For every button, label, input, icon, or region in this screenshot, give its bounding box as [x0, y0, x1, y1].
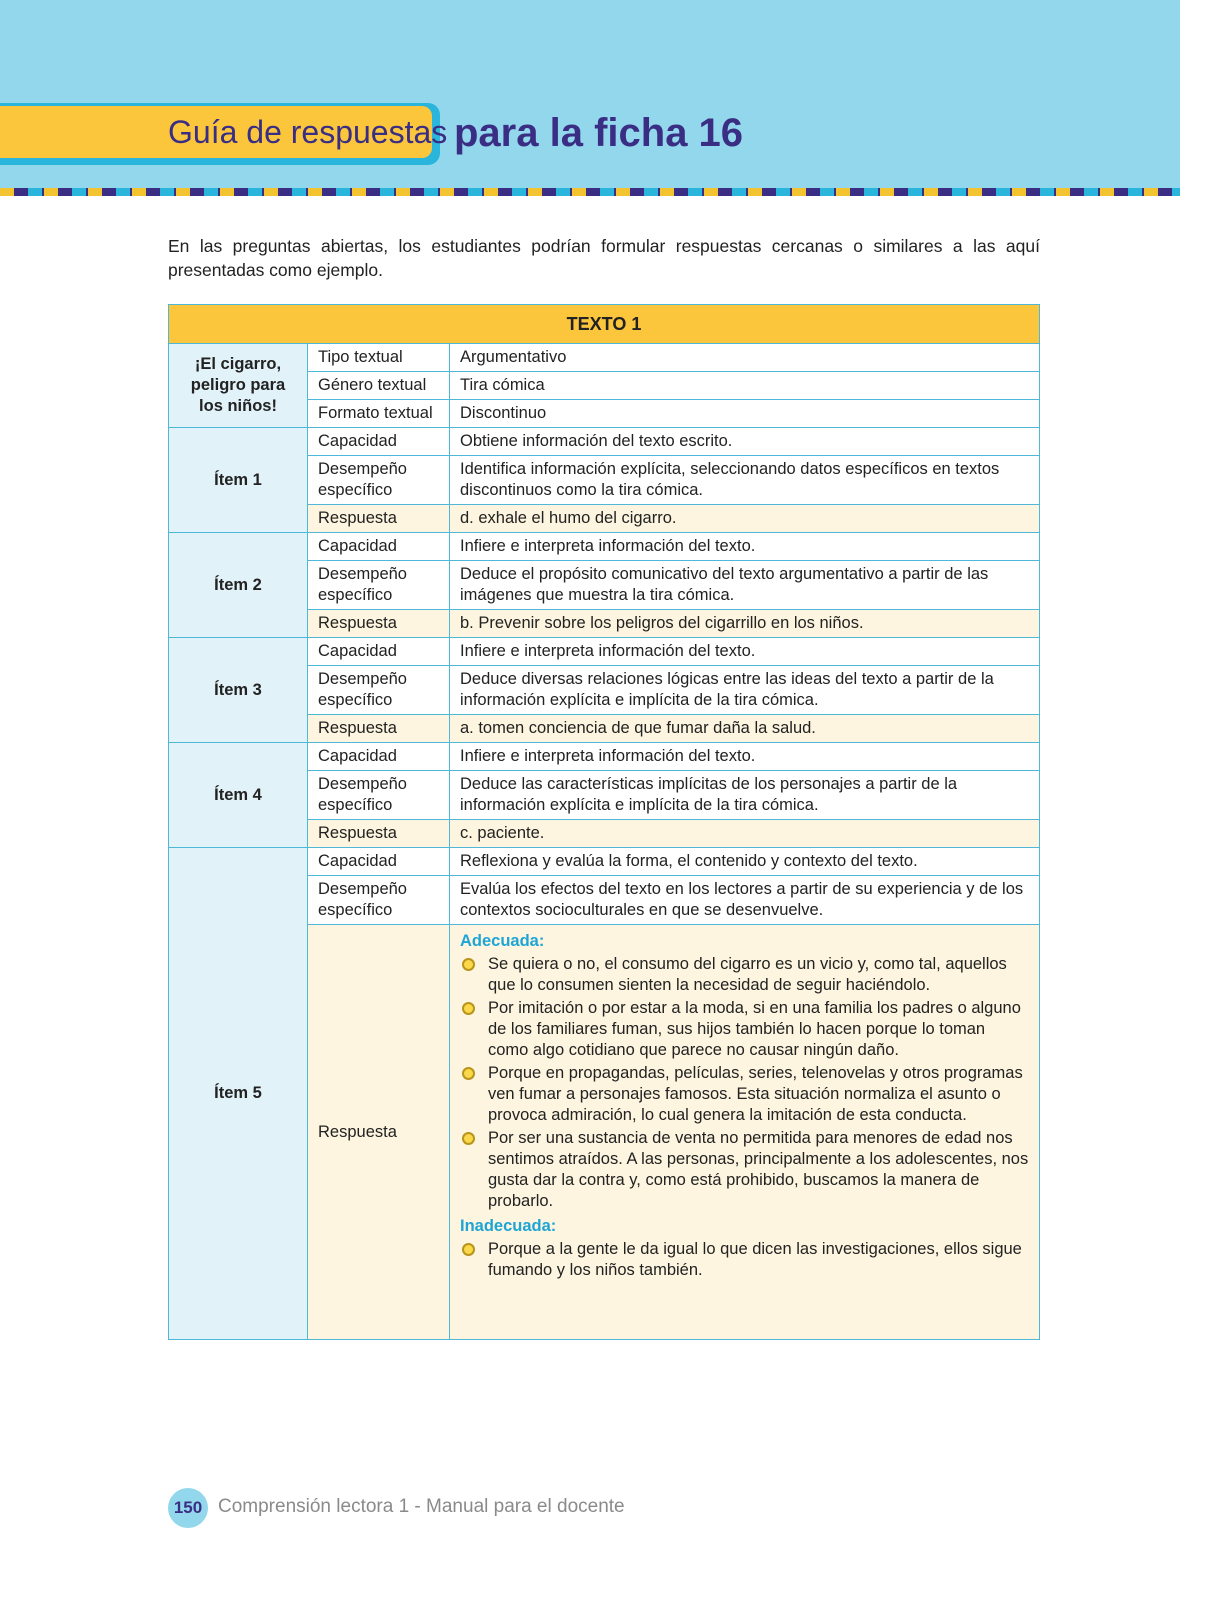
row-value: Deduce las características implícitas de los personajes a partir de la información explícita e implícita de la tira cómica. [450, 771, 1040, 820]
bullet-icon [462, 1067, 475, 1080]
inadecuada-list [460, 1239, 1029, 1281]
adecuada-list [460, 954, 1029, 1212]
row-label: Desempeño específico [308, 666, 450, 715]
row-label: Desempeño específico [308, 456, 450, 505]
item-name: Ítem 2 [169, 533, 308, 638]
list-item [460, 1128, 1029, 1212]
row-value: Reflexiona y evalúa la forma, el contenido y contexto del texto. [450, 848, 1040, 876]
table-heading: TEXTO 1 [169, 305, 1040, 344]
table-row [169, 743, 1040, 771]
row-value: Infiere e interpreta información del texto. [450, 638, 1040, 666]
adecuada-label: Adecuada: [460, 932, 545, 950]
row-value: Deduce diversas relaciones lógicas entre las ideas del texto a partir de la información explícita e implícita de la tira cómica. [450, 666, 1040, 715]
answer-table [168, 304, 1040, 1340]
title-tag-text: Guía de respuestas [168, 114, 448, 150]
table-row [169, 533, 1040, 561]
row-label: Capacidad [308, 533, 450, 561]
row-value: Discontinuo [450, 400, 1040, 428]
list-item-text: Porque a la gente le da igual lo que dicen las investigaciones, ellos sigue fumando y los niños también. [488, 1240, 1022, 1279]
text-title: ¡El cigarro, peligro para los niños! [169, 344, 308, 428]
row-label: Tipo textual [308, 344, 450, 372]
row-label: Desempeño específico [308, 876, 450, 925]
table-row [169, 638, 1040, 666]
dashed-divider [0, 188, 1180, 196]
page-number: 150 [168, 1488, 208, 1528]
row-value: Infiere e interpreta información del texto. [450, 533, 1040, 561]
item-name: Ítem 5 [169, 848, 308, 1340]
row-label: Respuesta [308, 820, 450, 848]
item-name: Ítem 4 [169, 743, 308, 848]
row-label: Género textual [308, 372, 450, 400]
header-banner [0, 0, 1180, 196]
row-value: Infiere e interpreta información del texto. [450, 743, 1040, 771]
list-item [460, 954, 1029, 996]
row-label: Respuesta [308, 610, 450, 638]
row-label: Desempeño específico [308, 771, 450, 820]
bullet-icon [462, 958, 475, 971]
row-label: Capacidad [308, 848, 450, 876]
intro-paragraph: En las preguntas abiertas, los estudiantes podrían formular respuestas cercanas o similares a las aquí presentadas como ejemplo. [168, 236, 1040, 280]
footer-text: Comprensión lectora 1 - Manual para el docente [218, 1496, 625, 1517]
row-value [450, 925, 1040, 1340]
list-item [460, 1063, 1029, 1126]
row-label: Capacidad [308, 428, 450, 456]
row-label: Formato textual [308, 400, 450, 428]
item-name: Ítem 1 [169, 428, 308, 533]
inadecuada-label: Inadecuada: [460, 1217, 557, 1235]
row-value: b. Prevenir sobre los peligros del cigarrillo en los niños. [450, 610, 1040, 638]
row-value: Tira cómica [450, 372, 1040, 400]
row-value: Evalúa los efectos del texto en los lectores a partir de su experiencia y de los contextos socioculturales en que se desenvuelve. [450, 876, 1040, 925]
row-value: a. tomen conciencia de que fumar daña la salud. [450, 715, 1040, 743]
bullet-icon [462, 1132, 475, 1145]
list-item [460, 1239, 1029, 1281]
row-value: Deduce el propósito comunicativo del texto argumentativo a partir de las imágenes que muestra la tira cómica. [450, 561, 1040, 610]
list-item-text: Por imitación o por estar a la moda, si en una familia los padres o alguno de los familiares fuman, sus hijos también lo hacen porque lo toman como algo cotidiano que parece no causar ningún daño. [488, 999, 1021, 1059]
row-value: c. paciente. [450, 820, 1040, 848]
row-value: Identifica información explícita, seleccionando datos específicos en textos discontinuos como la tira cómica. [450, 456, 1040, 505]
table-header-row [169, 305, 1040, 344]
list-item-text: Porque en propagandas, películas, series, telenovelas y otros programas ven fumar a personajes famosos. Esta situación normaliza el asunto o provoca admiración, lo cual genera la imitación de esta conducta. [488, 1064, 1023, 1124]
page-title: para la ficha 16 [454, 111, 744, 155]
table-row [169, 848, 1040, 876]
row-label: Desempeño específico [308, 561, 450, 610]
bullet-icon [462, 1243, 475, 1256]
row-label: Capacidad [308, 638, 450, 666]
row-label: Respuesta [308, 715, 450, 743]
row-label: Respuesta [308, 925, 450, 1340]
row-value: Argumentativo [450, 344, 1040, 372]
row-value: d. exhale el humo del cigarro. [450, 505, 1040, 533]
list-item-text: Se quiera o no, el consumo del cigarro es un vicio y, como tal, aquellos que lo consumen sienten la necesidad de seguir haciéndolo. [488, 955, 1007, 994]
list-item [460, 998, 1029, 1061]
table-row [169, 344, 1040, 372]
item-name: Ítem 3 [169, 638, 308, 743]
row-label: Respuesta [308, 505, 450, 533]
bullet-icon [462, 1002, 475, 1015]
row-label: Capacidad [308, 743, 450, 771]
list-item-text: Por ser una sustancia de venta no permitida para menores de edad nos sentimos atraídos. A las personas, principalmente a los adolescentes, nos gusta dar la contra y, como está prohibido, buscamos la manera de probarlo. [488, 1129, 1029, 1210]
table-row [169, 428, 1040, 456]
row-value: Obtiene información del texto escrito. [450, 428, 1040, 456]
